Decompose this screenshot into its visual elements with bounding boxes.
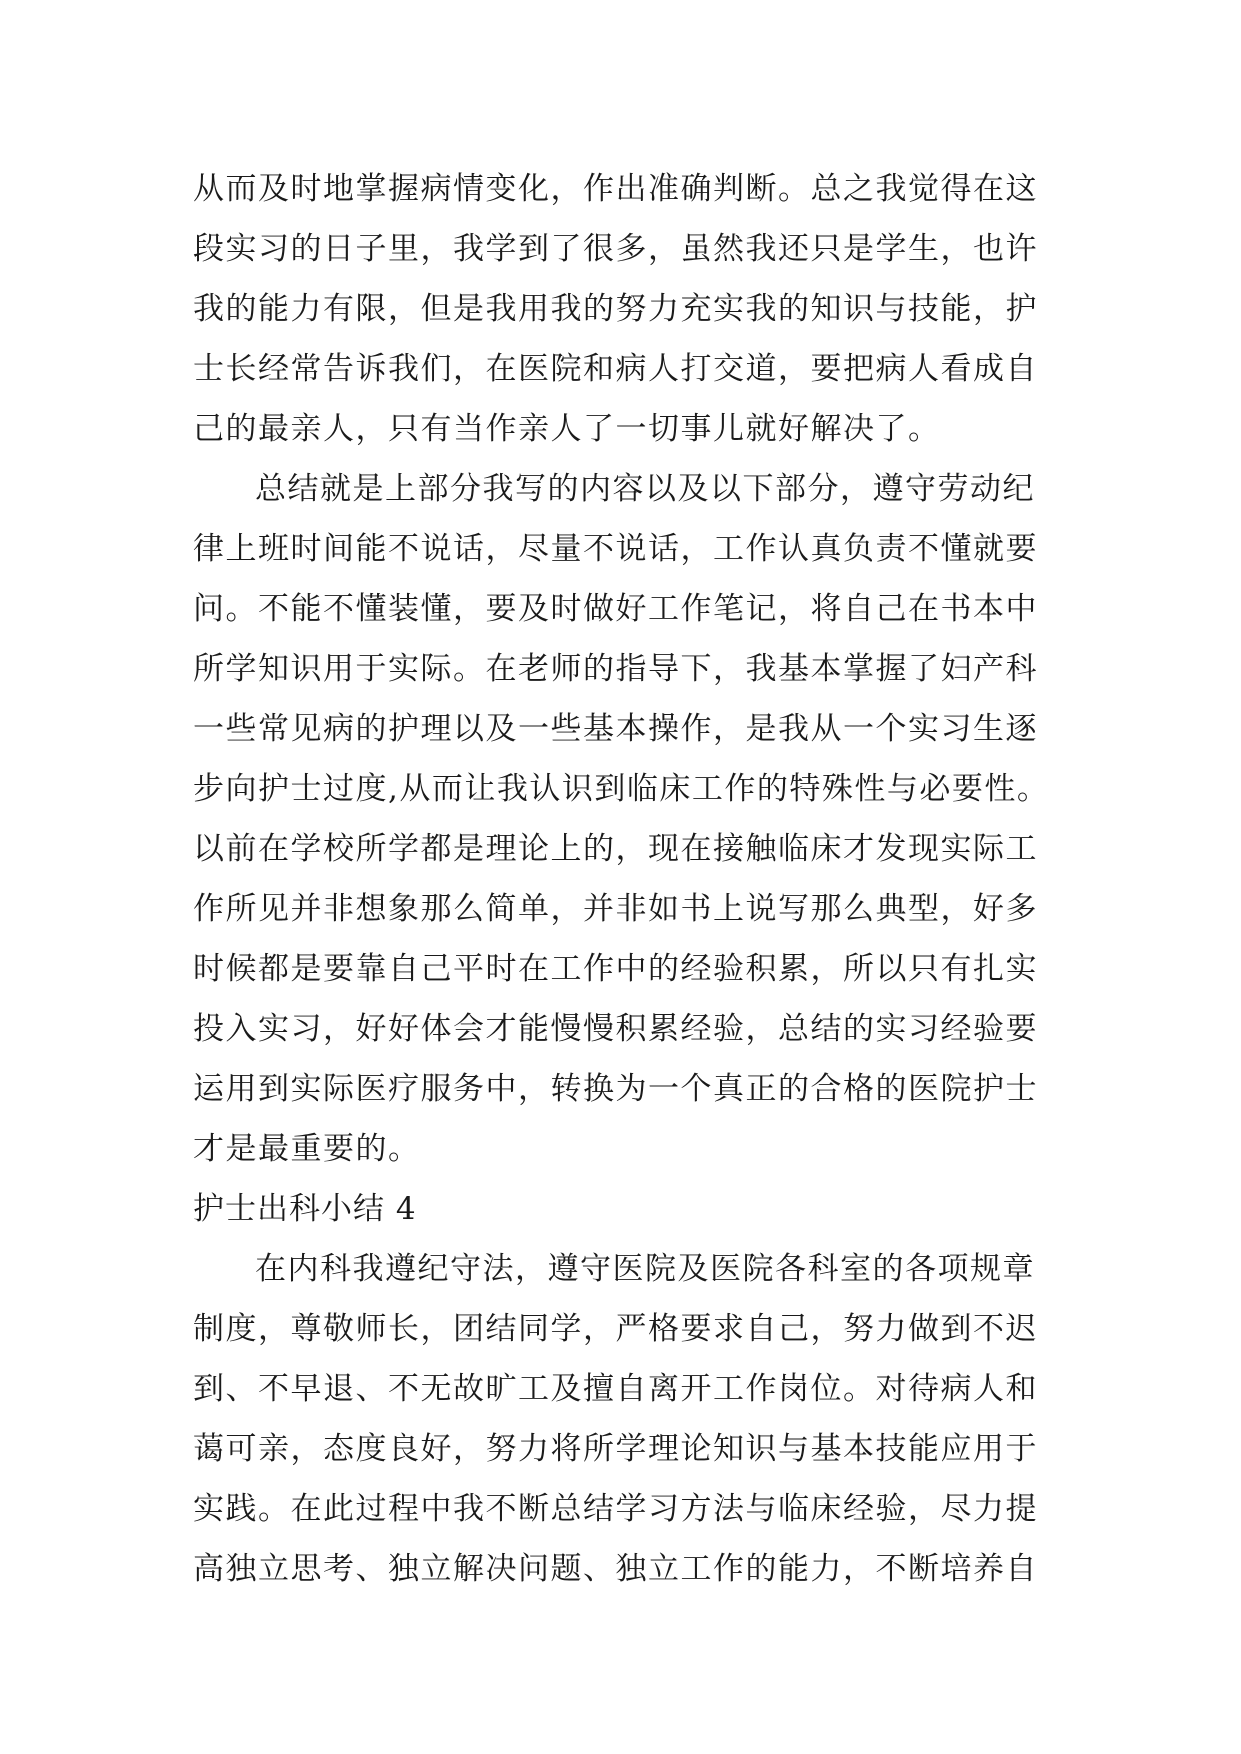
text-line: 段实习的日子里，我学到了很多，虽然我还只是学生，也许 [193,231,1038,267]
text-line: 士长经常告诉我们，在医院和病人打交道，要把病人看成自 [193,351,1038,387]
document-body [193,159,1053,1599]
text-line: 一些常见病的护理以及一些基本操作，是我从一个实习生逐 [193,711,1038,747]
text-line: 运用到实际医疗服务中，转换为一个真正的合格的医院护士 [193,1071,1038,1107]
text-line: 高独立思考、独立解决问题、独立工作的能力，不断培养自 [193,1551,1038,1587]
text-line: 投入实习，好好体会才能慢慢积累经验，总结的实习经验要 [193,1011,1038,1047]
text-line: 总结就是上部分我写的内容以及以下部分，遵守劳动纪 [255,471,1035,507]
text-line: 律上班时间能不说话，尽量不说话，工作认真负责不懂就要 [193,531,1038,567]
text-line: 所学知识用于实际。在老师的指导下，我基本掌握了妇产科 [193,651,1038,687]
section-heading: 护士出科小结 4 [193,1191,417,1227]
text-line: 己的最亲人，只有当作亲人了一切事儿就好解决了。 [193,411,941,447]
text-line: 蔼可亲，态度良好，努力将所学理论知识与基本技能应用于 [193,1431,1038,1467]
text-line: 到、不早退、不无故旷工及擅自离开工作岗位。对待病人和 [193,1371,1038,1407]
text-line: 时候都是要靠自己平时在工作中的经验积累，所以只有扎实 [193,951,1038,987]
text-line: 实践。在此过程中我不断总结学习方法与临床经验，尽力提 [193,1491,1038,1527]
text-line: 我的能力有限，但是我用我的努力充实我的知识与技能，护 [193,291,1038,327]
text-line: 问。不能不懂装懂，要及时做好工作笔记，将自己在书本中 [193,591,1038,627]
text-line: 以前在学校所学都是理论上的，现在接触临床才发现实际工 [193,831,1038,867]
text-line: 作所见并非想象那么简单，并非如书上说写那么典型，好多 [193,891,1038,927]
text-line: 从而及时地掌握病情变化，作出准确判断。总之我觉得在这 [193,171,1038,207]
text-line: 在内科我遵纪守法，遵守医院及医院各科室的各项规章 [255,1251,1035,1287]
text-line: 制度，尊敬师长，团结同学，严格要求自己，努力做到不迟 [193,1311,1038,1347]
text-line: 才是最重要的。 [193,1131,421,1167]
text-line: 步向护士过度,从而让我认识到临床工作的特殊性与必要性。 [193,771,1050,807]
